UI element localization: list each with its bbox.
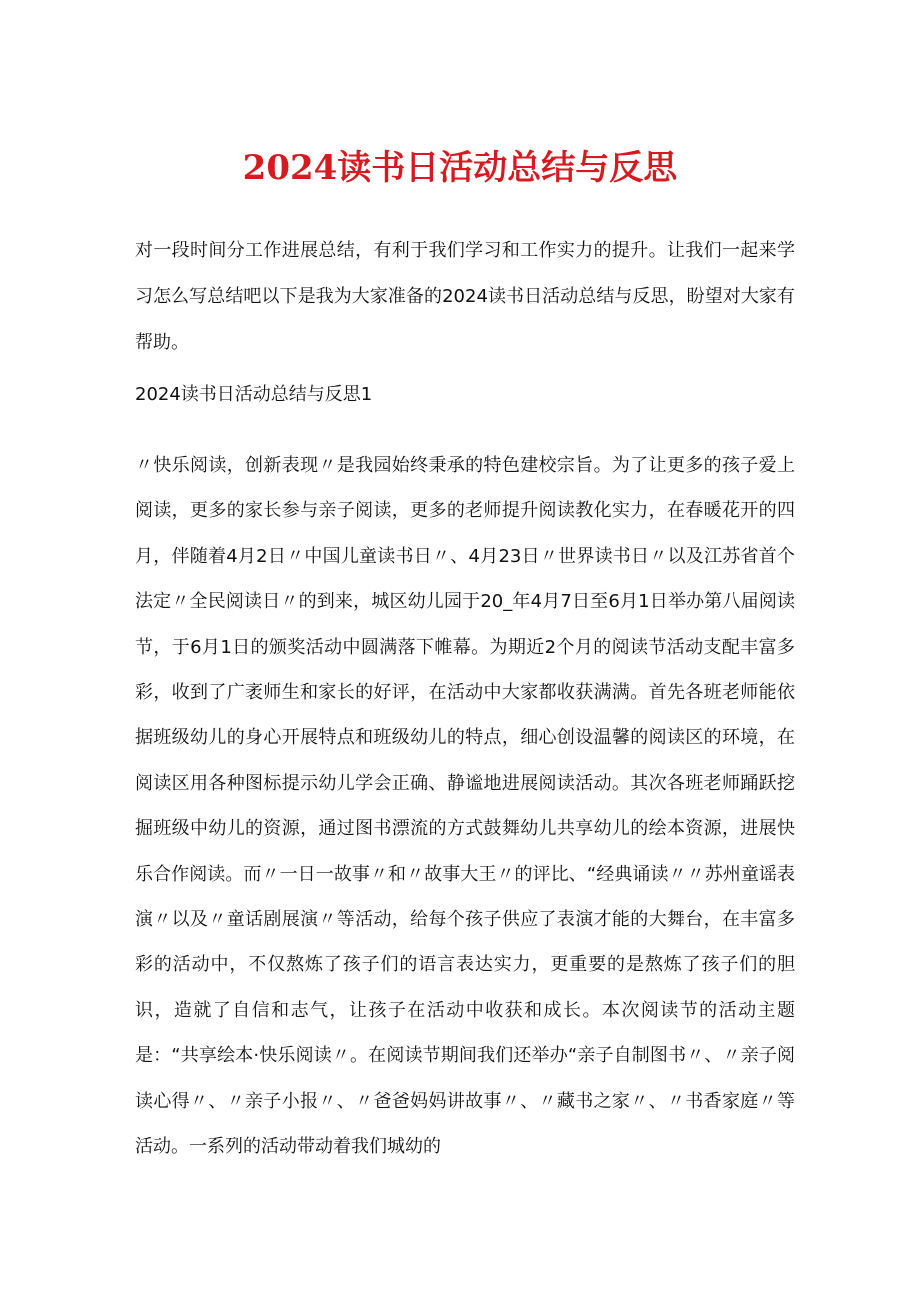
- body-paragraph: 〃快乐阅读，创新表现〃是我园始终秉承的特色建校宗旨。为了让更多的孩子爱上阅读，更多的家长参与亲子阅读，更多的老师提升阅读教化实力，在春暖花开的四月，伴随着4月2日〃中国儿童读书日〃、4月23日〃世界读书日〃以及江苏省首个法定〃全民阅读日〃的到来，城区幼儿园于20_年4月7日至6月1日举办第八届阅读节，于6月1日的颁奖活动中圆满落下帷幕。为期近2个月的阅读节活动支配丰富多彩，收到了广袤师生和家长的好评，在活动中大家都收获满满。首先各班老师能依据班级幼儿的身心开展特点和班级幼儿的特点，细心创设温馨的阅读区的环境，在阅读区用各种图标提示幼儿学会正确、静谧地进展阅读活动。其次各班老师踊跃挖掘班级中幼儿的资源，通过图书漂流的方式鼓舞幼儿共享幼儿的绘本资源，进展快乐合作阅读。而〃一日一故事〃和〃故事大王〃的评比、“经典诵读〃〃苏州童谣表演〃以及〃童话剧展演〃等活动，给每个孩子供应了表演才能的大舞台，在丰富多彩的活动中，不仅熬炼了孩子们的语言表达实力，更重要的是熬炼了孩子们的胆识，造就了自信和志气，让孩子在活动中收获和成长。本次阅读节的活动主题是：“共享绘本·快乐阅读〃。在阅读节期间我们还举办“亲子自制图书〃、〃亲子阅读心得〃、〃亲子小报〃、〃爸爸妈妈讲故事〃、〃藏书之家〃、〃书香家庭〃等活动。一系列的活动带动着我们城幼的: [135, 455, 795, 1158]
- section-heading: 2024读书日活动总结与反思1: [135, 384, 373, 405]
- document-title: 2024读书日活动总结与反思: [242, 148, 678, 188]
- intro-paragraph: 对一段时间分工作进展总结，有利于我们学习和工作实力的提升。让我们一起来学习怎么写总结吧以下是我为大家准备的2024读书日活动总结与反思，盼望对大家有帮助。: [135, 240, 795, 353]
